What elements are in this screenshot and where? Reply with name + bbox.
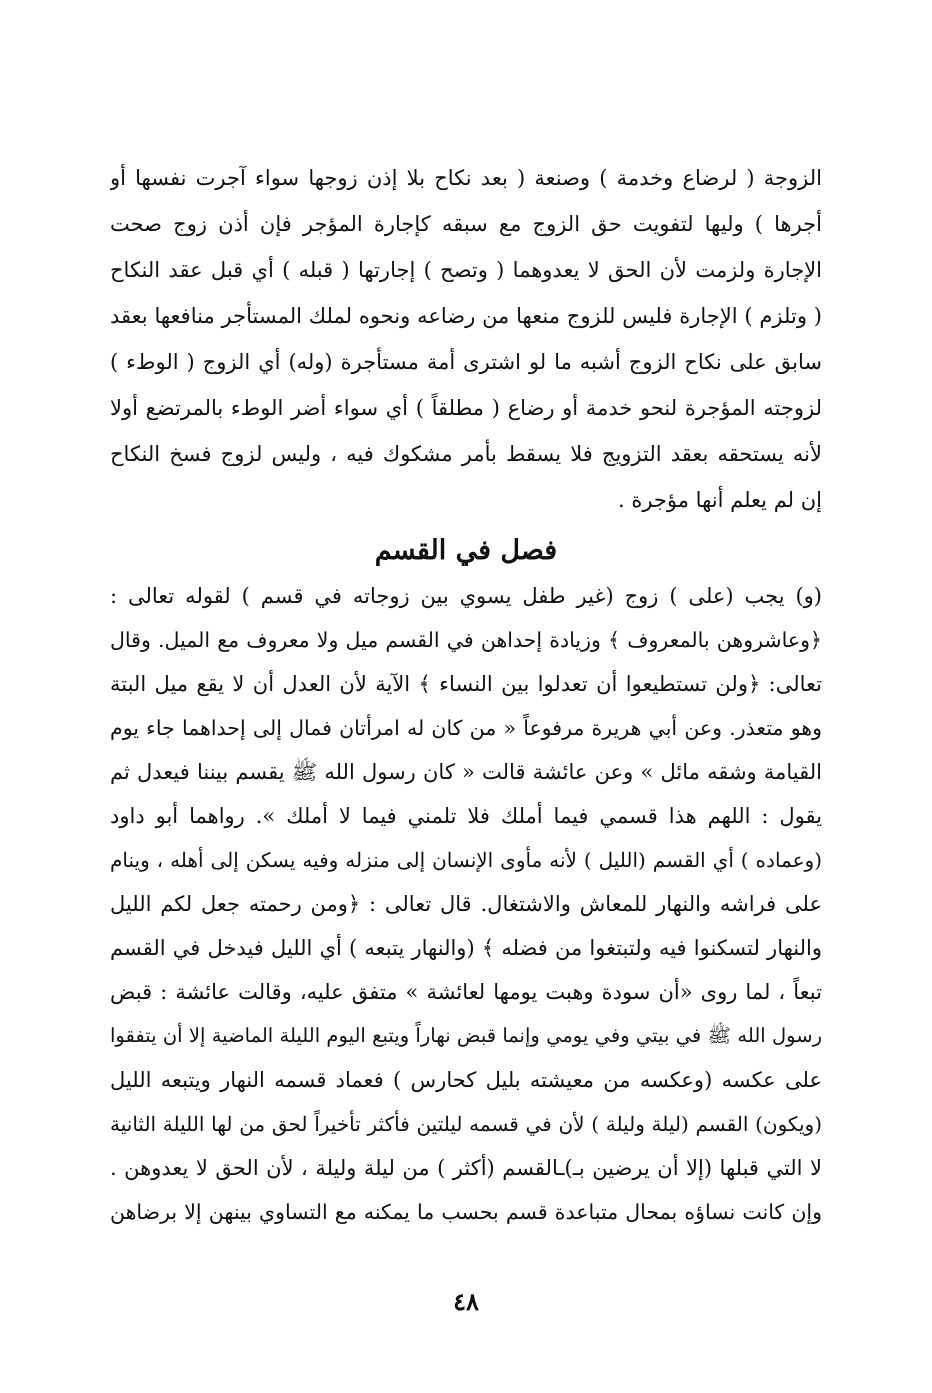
text-line: والنهار لتسكنوا فيه ولتبتغوا من فضله ﴾ (والنهار يتبعه ) أي الليل فيدخل في القسم <box>110 936 822 960</box>
text-line: ﴿وعاشروهن بالمعروف ﴾ وزيادة إحداهن في القسم ميل ولا معروف مع الميل. وقال <box>110 628 822 652</box>
text-line: لا التي قبلها (إلا أن يرضين بـ)ـالقسم (أكثر ) من ليلة وليلة ، لأن الحق لا يعدوهن . <box>110 1156 822 1180</box>
page-number: ٤٨ <box>453 1287 479 1316</box>
text-line: أجرها ) وليها لتفويت حق الزوج مع سبقه كإجارة المؤجر فإن أذن زوج صحت <box>110 212 822 236</box>
text-line: القيامة وشقه مائل » وعن عائشة قالت « كان رسول الله ﷺ يقسم بيننا فيعدل ثم <box>110 760 822 784</box>
text-line: (و) يجب (على ) زوج (غير طفل يسوي بين زوجاته في قسم ) لقوله تعالى : <box>110 584 822 608</box>
text-line: تعالى: ﴿ولن تستطيعوا أن تعدلوا بين النساء ﴾ الآية لأن العدل أن لا يقع ميل البتة <box>110 672 822 696</box>
text-line: (ويكون) القسم (ليلة وليلة ) لأن في قسمه ليلتين فأكثر تأخيراً لحق من لها الليلة الثانية <box>110 1112 822 1136</box>
text-line: ( وتلزم ) الإجارة فليس للزوج منعها من رضاعه ونحوه لملك المستأجر منافعها بعقد <box>110 304 822 328</box>
text-line: (وعماده ) أي القسم (الليل ) لأنه مأوى الإنسان إلى منزله وفيه يسكن إلى أهله ، وينام <box>110 848 822 872</box>
text-line: لزوجته المؤجرة لنحو خدمة أو رضاع ( مطلقاً ) أي سواء أضر الوطء بالمرتضع أولا <box>110 396 822 420</box>
text-line: الإجارة ولزمت لأن الحق لا يعدوهما ( وتصح ) إجارتها ( قبله ) أي قبل عقد النكاح <box>110 258 822 282</box>
text-line: إن لم يعلم أنها مؤجرة . <box>617 488 822 512</box>
text-line: لأنه يستحقه بعقد التزويج فلا يسقط بأمر مشكوك فيه ، وليس لزوج فسخ النكاح <box>110 442 822 466</box>
text-line: سابق على نكاح الزوج أشبه ما لو اشترى أمة مستأجرة (وله) أي الزوج ( الوطء ) <box>110 350 822 374</box>
text-line: وإن كانت نساؤه بمحال متباعدة قسم بحسب ما يمكنه مع التساوي بينهن إلا برضاهن <box>110 1200 822 1224</box>
text-line: الزوجة ( لرضاع وخدمة ) وصنعة ( بعد نكاح بلا إذن زوجها سواء آجرت نفسها أو <box>110 166 822 190</box>
text-line: رسول الله ﷺ في بيتي وفي يومي وإنما قبض نهاراً ويتبع اليوم الليلة الماضية إلا أن يتفقوا <box>110 1024 822 1047</box>
text-line: على عكسه (وعكسه من معيشته بليل كحارس ) فعماد قسمه النهار ويتبعه الليل <box>110 1068 822 1092</box>
text-line: على فراشه والنهار للمعاش والاشتغال. قال تعالى : ﴿ومن رحمته جعل لكم الليل <box>110 892 822 916</box>
section-heading: فصل في القسم <box>374 535 558 566</box>
text-line: وهو متعذر. وعن أبي هريرة مرفوعاً « من كان له امرأتان فمال إلى إحداهما جاء يوم <box>110 716 822 740</box>
text-line: يقول : اللهم هذا قسمي فيما أملك فلا تلمني فيما لا أملك ». رواهما أبو داود <box>110 804 822 828</box>
text-line: تبعاً ، لما روى «أن سودة وهبت يومها لعائشة » متفق عليه، وقالت عائشة : قبض <box>110 980 822 1004</box>
